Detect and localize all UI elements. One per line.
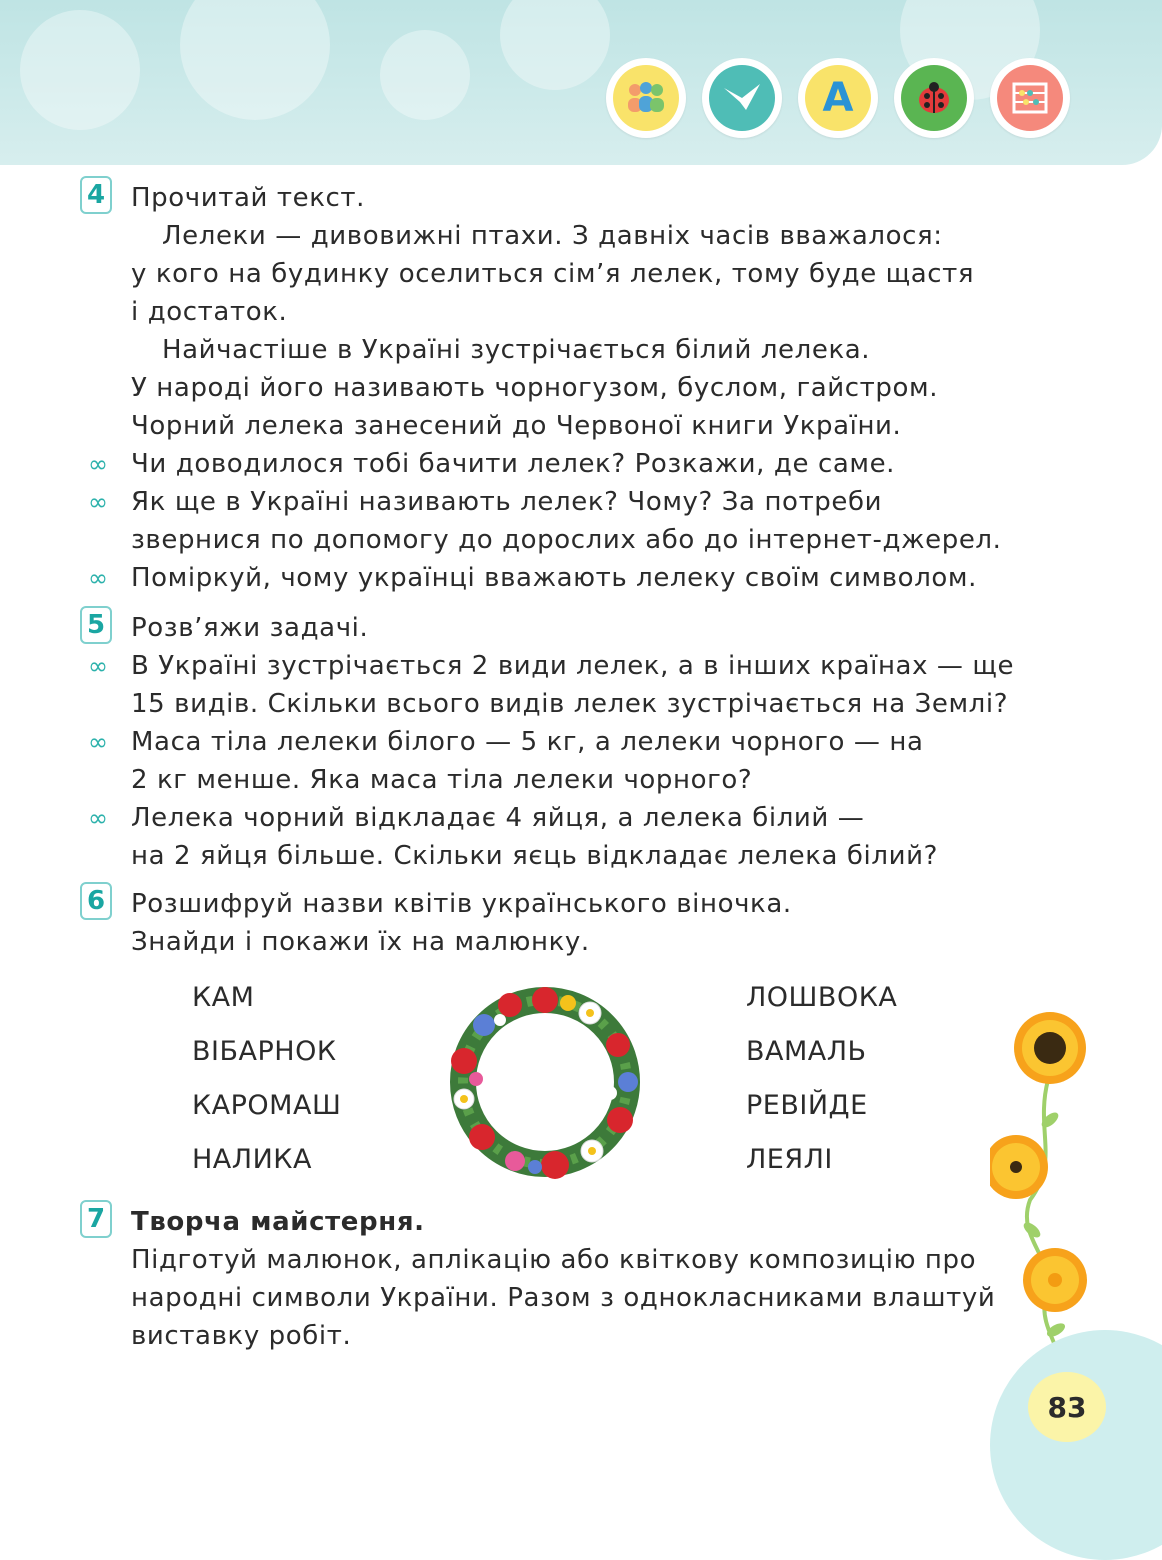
header-icons (606, 58, 1070, 138)
sunflowers-decoration (990, 1000, 1100, 1380)
scrambled-word: ВІБАРНОК (192, 1036, 337, 1067)
text-line: народні символи України. Разом з однокласниками влаштуй (131, 1283, 996, 1313)
scrambled-word: ЛОШВОКА (746, 982, 898, 1013)
question-line: звернися по допомогу до дорослих або до інтернет-джерел. (131, 525, 1002, 555)
decor-bubble (180, 0, 330, 120)
infinity-bullet-icon: ∞ (88, 652, 108, 680)
text-line: У народі його називають чорногузом, буслом, гайстром. (131, 373, 939, 403)
text-line: Чорний лелека занесений до Червоної книги України. (131, 411, 902, 441)
scrambled-word: КАРОМАШ (192, 1090, 342, 1121)
task-number-badge: 6 (80, 882, 112, 920)
scrambled-word: ЛЕЯЛІ (746, 1144, 833, 1175)
abacus-icon (990, 58, 1070, 138)
decor-bubble (500, 0, 610, 90)
problem-line: Лелека чорний відкладає 4 яйця, а лелека білий — (131, 803, 865, 833)
task-title: Прочитай текст. (131, 183, 366, 213)
decor-bubble (380, 30, 470, 120)
task-title: Розв’яжи задачі. (131, 613, 369, 643)
infinity-bullet-icon: ∞ (88, 728, 108, 756)
text-line: і достаток. (131, 297, 288, 327)
scrambled-word: КАМ (192, 982, 255, 1013)
flower-wreath-illustration (440, 975, 650, 1190)
task-number-badge: 7 (80, 1200, 112, 1238)
task-number-badge: 4 (80, 176, 112, 214)
question-line: Чи доводилося тобі бачити лелек? Розкажи, де саме. (131, 449, 896, 479)
text-line: Розшифруй назви квітів українського віночка. (131, 889, 792, 919)
scrambled-word: РЕВІЙДЕ (746, 1090, 868, 1121)
infinity-bullet-icon: ∞ (88, 804, 108, 832)
text-line: у кого на будинку оселиться сім’я лелек, тому буде щастя (131, 259, 975, 289)
task-title: Творча майстерня. (131, 1207, 425, 1237)
letter-a-icon: A (798, 58, 878, 138)
text-line: Знайди і покажи їх на малюнку. (131, 927, 590, 957)
origami-bird-icon (702, 58, 782, 138)
scrambled-word: ВАМАЛЬ (746, 1036, 867, 1067)
text-line: виставку робіт. (131, 1321, 352, 1351)
problem-line: на 2 яйця більше. Скільки яєць відкладає лелека білий? (131, 841, 938, 871)
infinity-bullet-icon: ∞ (88, 450, 108, 478)
infinity-bullet-icon: ∞ (88, 488, 108, 516)
ladybug-icon (894, 58, 974, 138)
text-line: Лелеки — дивовижні птахи. З давніх часів вважалося: (162, 221, 943, 251)
question-line: Поміркуй, чому українці вважають лелеку своїм символом. (131, 563, 977, 593)
problem-line: Маса тіла лелеки білого — 5 кг, а лелеки чорного — на (131, 727, 924, 757)
page-number: 83 (1028, 1372, 1106, 1442)
people-group-icon (606, 58, 686, 138)
question-line: Як ще в Україні називають лелек? Чому? За потреби (131, 487, 883, 517)
decor-bubble (20, 10, 140, 130)
infinity-bullet-icon: ∞ (88, 564, 108, 592)
scrambled-word: НАЛИКА (192, 1144, 312, 1175)
problem-line: 2 кг менше. Яка маса тіла лелеки чорного? (131, 765, 753, 795)
text-line: Найчастіше в Україні зустрічається білий лелека. (162, 335, 871, 365)
problem-line: 15 видів. Скільки всього видів лелек зустрічається на Землі? (131, 689, 1009, 719)
problem-line: В Україні зустрічається 2 види лелек, а в інших країнах — ще (131, 651, 1015, 681)
task-number-badge: 5 (80, 606, 112, 644)
text-line: Підготуй малюнок, аплікацію або квіткову композицію про (131, 1245, 977, 1275)
